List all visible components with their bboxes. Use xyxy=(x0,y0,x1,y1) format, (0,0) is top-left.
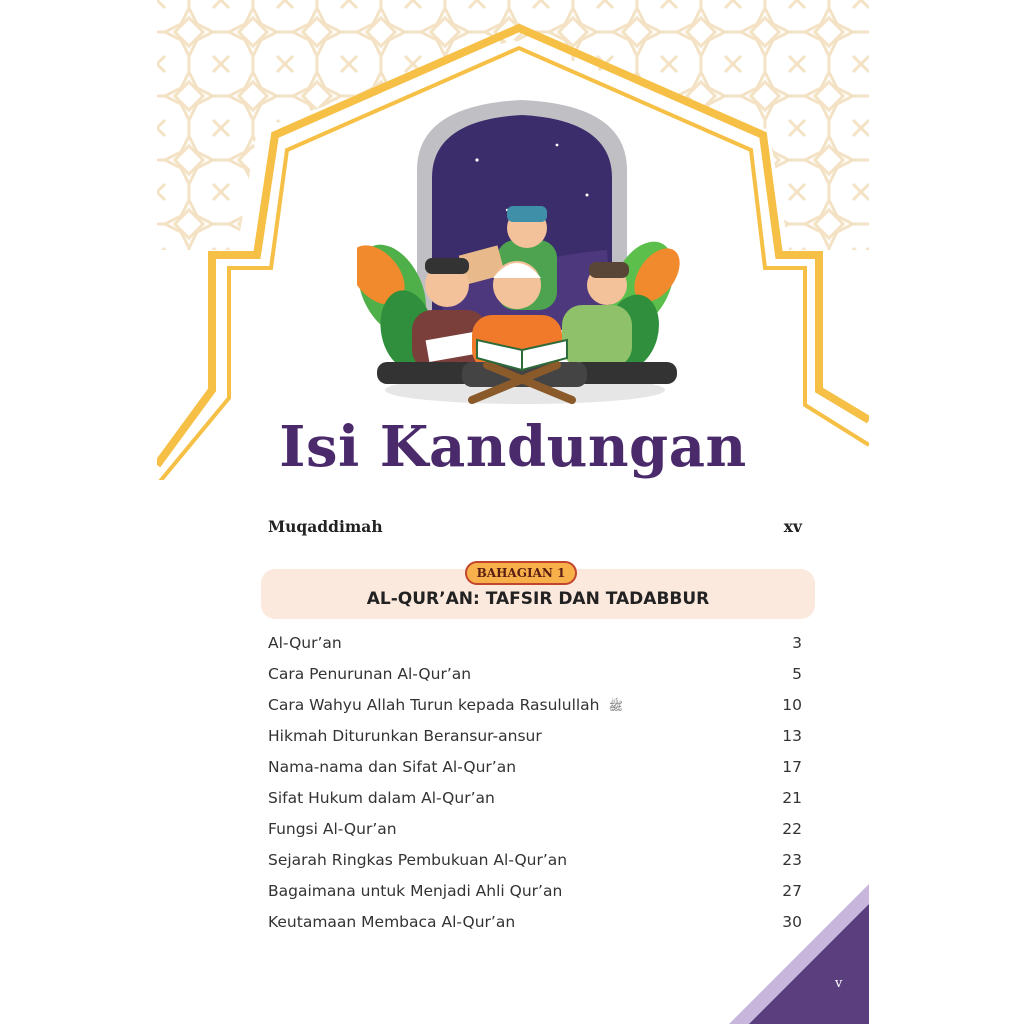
toc-entry-page: 10 xyxy=(782,696,802,714)
toc-entry-label: Al-Qur’an xyxy=(268,634,342,652)
toc-entry[interactable] xyxy=(268,727,802,745)
toc-entry[interactable] xyxy=(268,696,802,716)
toc-entry[interactable] xyxy=(268,820,802,838)
toc-entry-page: xv xyxy=(783,517,802,536)
toc-entry-label: Fungsi Al-Qur’an xyxy=(268,820,397,838)
section-badge: BAHAGIAN 1 xyxy=(465,561,577,585)
toc-entry-label: Hikmah Diturunkan Beransur-ansur xyxy=(268,727,542,745)
page-corner-decoration xyxy=(729,884,869,1024)
toc-entry-page: 17 xyxy=(782,758,802,776)
toc-entry-label: Muqaddimah xyxy=(268,517,383,536)
toc-entry[interactable] xyxy=(268,665,802,683)
toc-entry-label: Cara Penurunan Al-Qur’an xyxy=(268,665,472,683)
illustration-children-reading xyxy=(357,100,687,430)
toc-entry-page: 22 xyxy=(782,820,802,838)
toc-entry[interactable] xyxy=(268,789,802,807)
toc-entry-page: 13 xyxy=(782,727,802,745)
toc-entry[interactable] xyxy=(268,634,802,652)
toc-entry[interactable] xyxy=(268,913,802,931)
toc-entry-page: 23 xyxy=(782,851,802,869)
toc-entry-muqaddimah[interactable] xyxy=(268,517,802,536)
toc-entry-label: Nama-nama dan Sifat Al-Qur’an xyxy=(268,758,517,776)
toc-entry-label: Cara Wahyu Allah Turun kepada Rasulullah xyxy=(268,696,600,714)
toc-entry-page: 30 xyxy=(782,913,802,931)
section-title: AL-QUR’AN: TAFSIR DAN TADABBUR xyxy=(366,589,710,609)
toc-entry[interactable] xyxy=(268,851,802,869)
page xyxy=(157,0,869,1024)
toc-entry[interactable] xyxy=(268,882,802,900)
page-title: Isi Kandungan xyxy=(279,414,747,480)
toc-entry-label: Sejarah Ringkas Pembukuan Al-Qur’an xyxy=(268,851,568,869)
toc-entry-page: 21 xyxy=(782,789,802,807)
salawat-seal-icon: ﷺ xyxy=(608,699,623,713)
toc-entry-page: 5 xyxy=(792,665,802,683)
toc-entry-page: 27 xyxy=(782,882,802,900)
page-number: v xyxy=(835,976,843,991)
toc-entry-label: Sifat Hukum dalam Al-Qur’an xyxy=(268,789,495,807)
toc-entry-page: 3 xyxy=(792,634,802,652)
toc-entry[interactable] xyxy=(268,758,802,776)
toc-entry-label: Bagaimana untuk Menjadi Ahli Qur’an xyxy=(268,882,563,900)
toc-entry-label: Keutamaan Membaca Al-Qur’an xyxy=(268,913,516,931)
